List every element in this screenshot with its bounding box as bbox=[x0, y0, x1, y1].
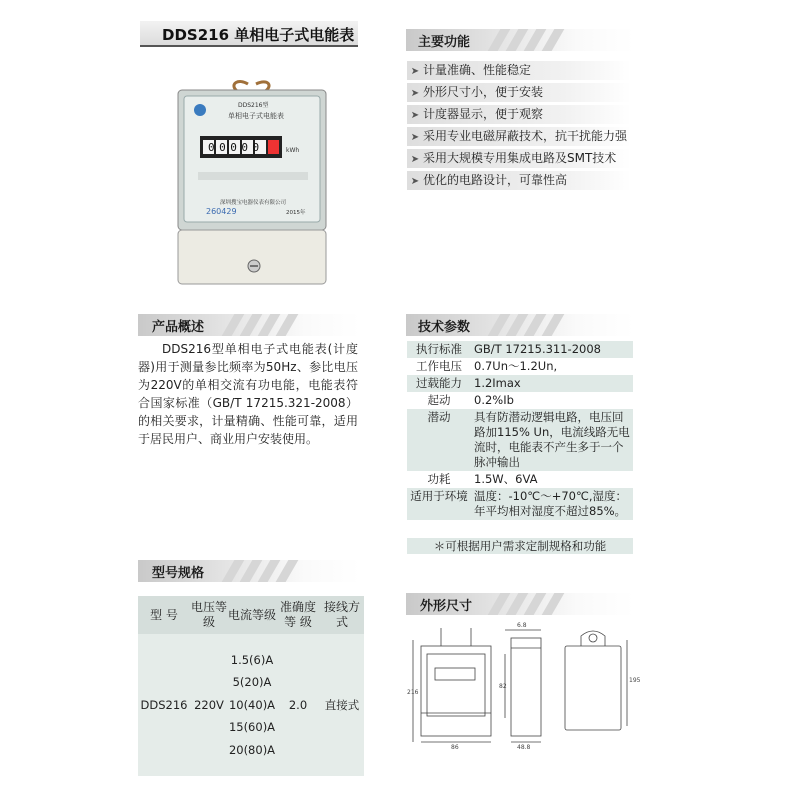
meter-year: 2015年 bbox=[286, 210, 306, 216]
arrow-icon: ➤ bbox=[410, 66, 420, 77]
table-row: 功耗 1.5W、6VA bbox=[407, 471, 633, 488]
table-row: 适用于环境 温度：-10℃～+70℃,湿度：年平均相对湿度不超过85%。 bbox=[407, 488, 633, 520]
current-list: 1.5(6)A 5(20)A 10(40)A 15(60)A 20(80)A bbox=[228, 634, 276, 776]
dim-height-label: 216 bbox=[407, 689, 419, 696]
feature-item: ➤ 采用大规模专用集成电路及SMT技术 bbox=[407, 149, 631, 168]
table-row: 起动 0.2%Ib bbox=[407, 392, 633, 409]
dim-right-label: 195 bbox=[629, 677, 641, 684]
arrow-icon: ➤ bbox=[410, 154, 420, 165]
arrow-icon: ➤ bbox=[410, 176, 420, 187]
feature-item: ➤ 计度器显示，便于观察 bbox=[407, 105, 631, 124]
model-header bbox=[138, 560, 360, 582]
feature-item: ➤ 外形尺寸小，便于安装 bbox=[407, 83, 631, 102]
arrow-icon: ➤ bbox=[410, 110, 420, 121]
feature-item: ➤ 优化的电路设计，可靠性高 bbox=[407, 171, 631, 190]
meter-model-text: DDS216型 bbox=[238, 102, 269, 109]
meter-maker: 深圳搜宝电器仪表有限公司 bbox=[220, 200, 287, 206]
dim-width-label: 86 bbox=[451, 744, 459, 751]
meter-name-text: 单相电子式电能表 bbox=[228, 112, 284, 120]
features-header bbox=[406, 29, 634, 51]
arrow-icon: ➤ bbox=[410, 132, 420, 143]
features-heading: 主要功能 bbox=[418, 35, 471, 50]
tech-table bbox=[407, 341, 633, 520]
feature-item: ➤ 计量准确、性能稳定 bbox=[407, 61, 631, 80]
table-row: 潜动 具有防潜动逻辑电路，电压回路加115% Un，电流线路无电流时，电能表不产生多于一个脉冲输出 bbox=[407, 409, 633, 471]
overview-header bbox=[138, 314, 360, 336]
product-title-bar bbox=[140, 21, 358, 47]
dim-inner-label: 82 bbox=[499, 683, 507, 690]
dim-top-label: 6.8 bbox=[517, 622, 527, 629]
model-heading: 型号规格 bbox=[152, 566, 205, 581]
tech-heading: 技术参数 bbox=[418, 320, 471, 335]
tech-header bbox=[406, 314, 634, 336]
table-row: 工作电压 0.7Un～1.2Un, bbox=[407, 358, 633, 375]
meter-serial: 260429 bbox=[206, 207, 237, 216]
dimensions-heading: 外形尺寸 bbox=[420, 599, 473, 614]
dimension-drawing bbox=[405, 618, 641, 751]
meter-photo bbox=[178, 80, 326, 286]
meter-reading: 00000 bbox=[208, 141, 264, 154]
model-table bbox=[138, 596, 364, 776]
meter-unit: kWh bbox=[286, 147, 300, 154]
table-row: DDS216 220V 1.5(6)A 5(20)A 10(40)A 15(60)A 20(80)A 2.0 直接式 bbox=[138, 634, 364, 776]
dim-depth-label: 48.8 bbox=[517, 744, 531, 751]
tech-note: ＊可根据用户需求定制规格和功能 bbox=[407, 538, 633, 554]
product-title: DDS216 单相电子式电能表 bbox=[162, 26, 355, 44]
table-header-row: 型 号 电压等级 电流等级 准确度等 级 接线方式 bbox=[138, 596, 364, 634]
overview-heading: 产品概述 bbox=[152, 320, 205, 335]
table-row: 过载能力 1.2Imax bbox=[407, 375, 633, 392]
arrow-icon: ➤ bbox=[410, 88, 420, 99]
dimensions-header bbox=[406, 593, 634, 615]
table-row: 执行标准 GB/T 17215.311-2008 bbox=[407, 341, 633, 358]
overview-text: DDS216型单相电子式电能表(计度器)用于测量参比频率为50Hz、参比电压为220V的单相交流有功电能，电能表符合国家标准（GB/T 17215.321-2008）的相关要求，计量精确、性能可靠，适用于居民用户、商业用户安装使用。 bbox=[138, 342, 358, 446]
feature-item: ➤ 采用专业电磁屏蔽技术，抗干扰能力强 bbox=[407, 127, 631, 146]
